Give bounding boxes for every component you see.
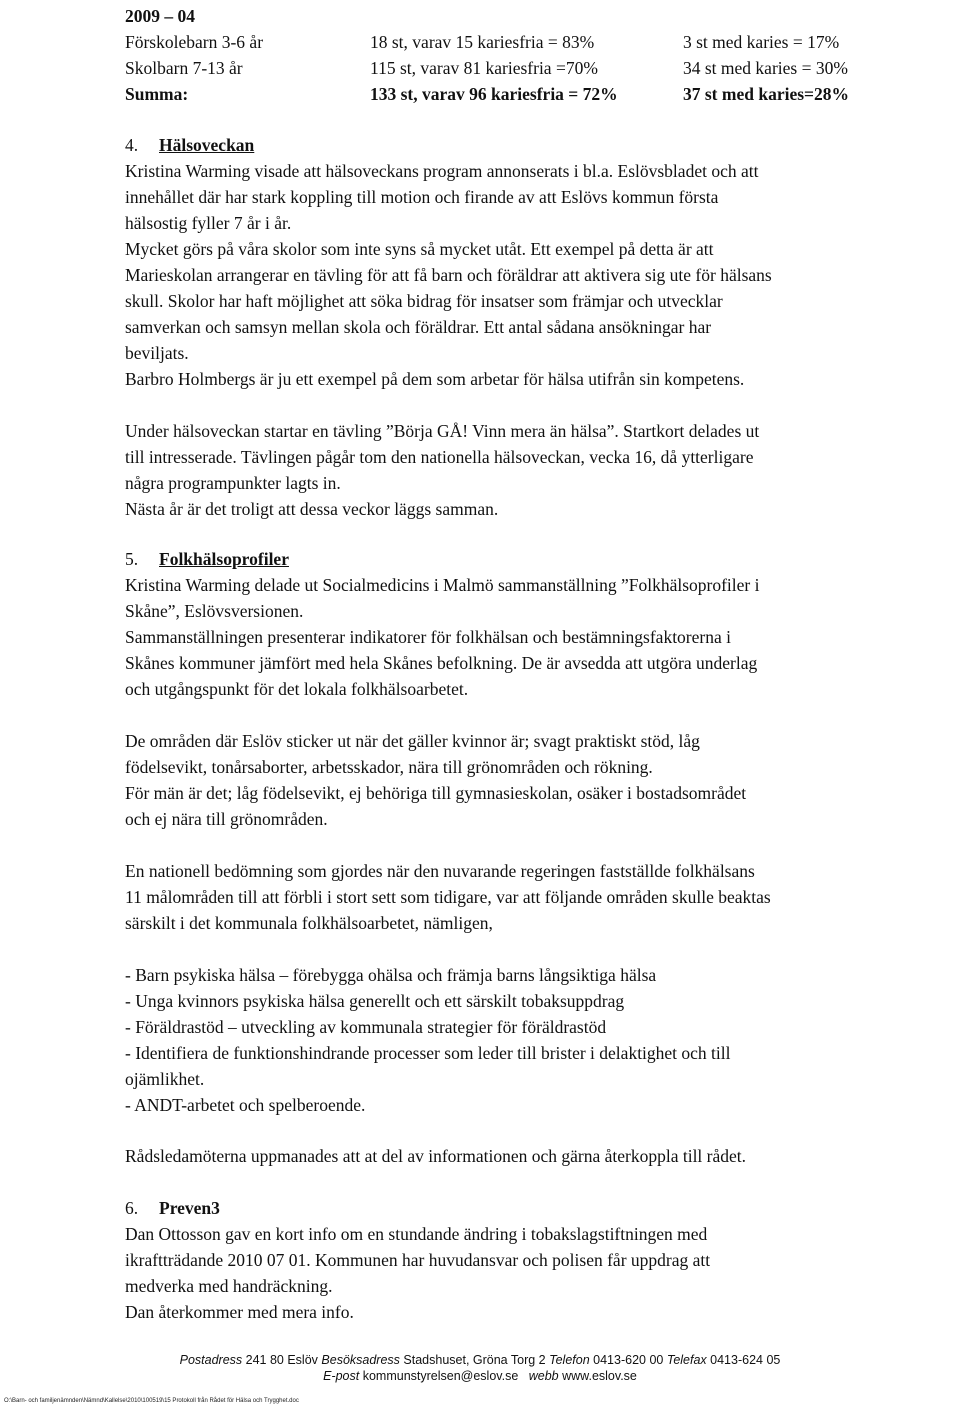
paragraph-line: innehållet där har stark koppling till motion och firande av att Eslövs kommun första xyxy=(125,187,719,207)
stats-row-caries: 3 st med karies = 17% xyxy=(683,32,840,52)
footer-contact xyxy=(0,1368,960,1385)
section-heading xyxy=(125,1195,220,1221)
section-title: Hälsoveckan xyxy=(159,135,255,155)
paragraph-line: födelsevikt, tonårsaborter, arbetsskador, nära till grönområden och rökning. xyxy=(125,757,653,777)
email-link[interactable]: kommunstyrelsen@eslov.se xyxy=(362,1369,519,1383)
stats-row-label: Skolbarn 7-13 år xyxy=(125,58,243,78)
stats-row-caries: 34 st med karies = 30% xyxy=(683,58,848,78)
paragraph-line: och utgångspunkt för det lokala folkhälsoarbetet. xyxy=(125,679,469,699)
paragraph-line: beviljats. xyxy=(125,343,189,363)
paragraph-line: De områden där Eslöv sticker ut när det gäller kvinnor är; svagt praktiskt stöd, låg xyxy=(125,731,700,751)
footer-value: 241 80 Eslöv xyxy=(245,1353,318,1367)
footer-label: Besöksadress xyxy=(321,1353,400,1367)
stats-row-count: 115 st, varav 81 kariesfria =70% xyxy=(370,58,598,78)
stats-row-label: Summa: xyxy=(125,84,189,104)
section-heading xyxy=(125,132,254,158)
stats-row-count: 133 st, varav 96 kariesfria = 72% xyxy=(370,84,618,104)
footer-value: 0413-624 05 xyxy=(710,1353,781,1367)
paragraph-line: Nästa år är det troligt att dessa veckor läggs samman. xyxy=(125,499,499,519)
paragraph-line: ikraftträdande 2010 07 01. Kommunen har huvudansvar och polisen får uppdrag att xyxy=(125,1250,711,1270)
section-title: Preven3 xyxy=(159,1198,220,1218)
stats-row-count: 18 st, varav 15 kariesfria = 83% xyxy=(370,32,595,52)
footer-label: webb xyxy=(528,1369,559,1383)
paragraph-line: 11 målområden till att förbli i stort sett som tidigare, var att följande områden skulle beaktas xyxy=(125,887,771,907)
stats-row-caries: 37 st med karies=28% xyxy=(683,84,850,104)
paragraph-line: Dan återkommer med mera info. xyxy=(125,1302,354,1322)
paragraph-line: hälsostig fyller 7 år i år. xyxy=(125,213,292,233)
paragraph-line: Mycket görs på våra skolor som inte syns så mycket utåt. Ett exempel på detta är att xyxy=(125,239,714,259)
paragraph-line: Skåne”, Eslövsversionen. xyxy=(125,601,304,621)
section-heading xyxy=(125,546,289,572)
footer-value: Stadshuset, Gröna Torg 2 xyxy=(403,1353,546,1367)
paragraph-line: Sammanställningen presenterar indikatorer för folkhälsan och bestämningsfaktorerna i xyxy=(125,627,731,647)
paragraph-line: särskilt i det kommunala folkhälsoarbetet, nämligen, xyxy=(125,913,493,933)
file-path: O:\Barn- och familjenämnden\Nämnd\Kallelse\2010\100519\15 Protokoll från Rådet för Hälsa och Trygghet.doc xyxy=(4,1398,299,1404)
paragraph-line: Dan Ottosson gav en kort info om en stundande ändring i tobakslagstiftningen med xyxy=(125,1224,708,1244)
footer-address xyxy=(0,1352,960,1369)
paragraph-line: samverkan och samsyn mellan skola och föräldrar. Ett antal sådana ansökningar har xyxy=(125,317,712,337)
paragraph-line: medverka med handräckning. xyxy=(125,1276,333,1296)
section-number: 5. xyxy=(125,549,139,569)
paragraph-line: några programpunkter lagts in. xyxy=(125,473,341,493)
list-item: - Barn psykiska hälsa – förebygga ohälsa och främja barns långsiktiga hälsa xyxy=(125,965,657,985)
footer-label: E-post xyxy=(323,1369,360,1383)
section-number: 4. xyxy=(125,135,139,155)
paragraph-line: En nationell bedömning som gjordes när den nuvarande regeringen fastställde folkhälsans xyxy=(125,861,755,881)
footer-label: Telefax xyxy=(666,1353,707,1367)
section-number: 6. xyxy=(125,1198,139,1218)
paragraph-line: till intresserade. Tävlingen pågår tom den nationella hälsoveckan, vecka 16, då ytterligare xyxy=(125,447,754,467)
list-item: - Föräldrastöd – utveckling av kommunala strategier för föräldrastöd xyxy=(125,1017,607,1037)
footer-label: Postadress xyxy=(179,1353,243,1367)
paragraph-line: Barbro Holmbergs är ju ett exempel på dem som arbetar för hälsa utifrån sin kompetens. xyxy=(125,369,745,389)
paragraph-line: Marieskolan arrangerar en tävling för att få barn och föräldrar att aktivera sig ute för hälsans xyxy=(125,265,772,285)
paragraph-line: Skånes kommuner jämfört med hela Skånes befolkning. De är avsedda att utgöra underlag xyxy=(125,653,758,673)
list-item: - ANDT-arbetet och spelberoende. xyxy=(125,1095,366,1115)
list-item: - Unga kvinnors psykiska hälsa generellt och ett särskilt tobaksuppdrag xyxy=(125,991,625,1011)
stats-row-label: Förskolebarn 3-6 år xyxy=(125,32,264,52)
stats-heading: 2009 – 04 xyxy=(125,6,195,26)
list-item: - Identifiera de funktionshindrande processer som leder till brister i delaktighet och till xyxy=(125,1043,731,1063)
paragraph-line: Under hälsoveckan startar en tävling ”Börja GÅ! Vinn mera än hälsa”. Startkort delades ut xyxy=(125,421,760,441)
paragraph-line: För män är det; låg födelsevikt, ej behöriga till gymnasieskolan, osäker i bostadsområdet xyxy=(125,783,747,803)
section-title: Folkhälsoprofiler xyxy=(159,549,289,569)
paragraph-line: Rådsledamöterna uppmanades att at del av informationen och gärna återkoppla till rådet. xyxy=(125,1146,747,1166)
list-item: ojämlikhet. xyxy=(125,1069,205,1089)
footer-value: 0413-620 00 xyxy=(593,1353,664,1367)
paragraph-line: Kristina Warming delade ut Socialmedicins i Malmö sammanställning ”Folkhälsoprofiler i xyxy=(125,575,760,595)
paragraph-line: och ej nära till grönområden. xyxy=(125,809,328,829)
footer-label: Telefon xyxy=(549,1353,590,1367)
paragraph-line: Kristina Warming visade att hälsoveckans program annonserats i bl.a. Eslövsbladet och att xyxy=(125,161,759,181)
web-link[interactable]: www.eslov.se xyxy=(562,1369,637,1383)
paragraph-line: skull. Skolor har haft möjlighet att söka bidrag för insatser som främjar och utvecklar xyxy=(125,291,723,311)
